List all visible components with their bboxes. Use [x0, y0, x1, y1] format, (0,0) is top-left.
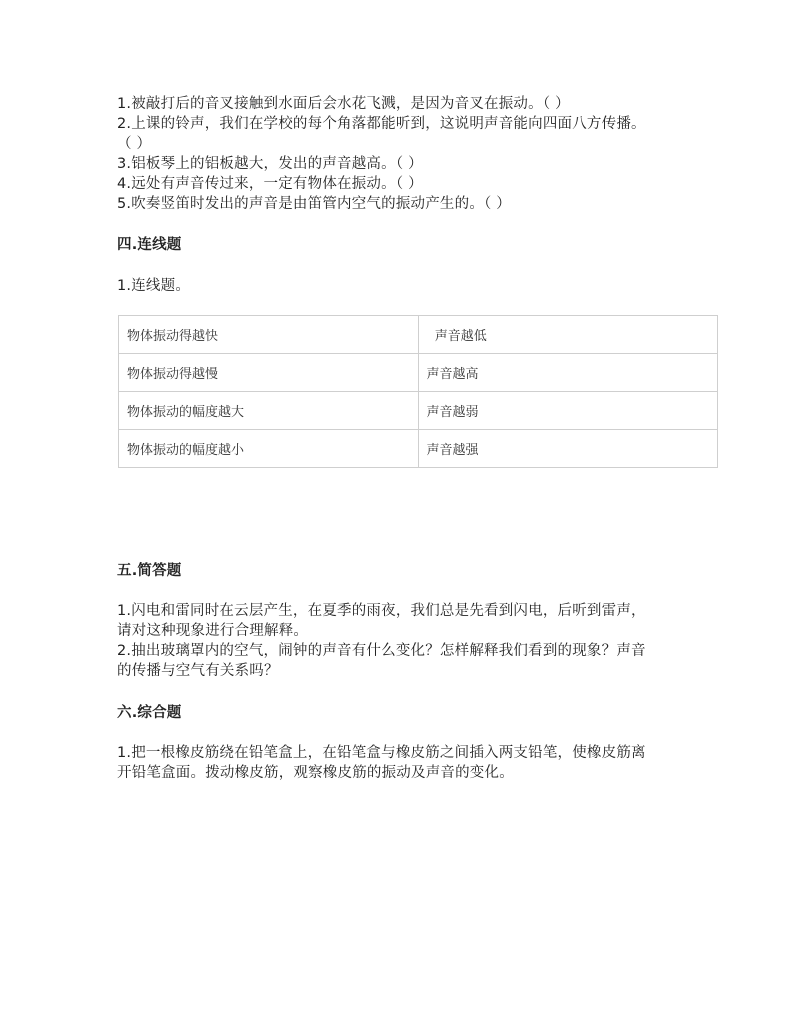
comprehensive-line-1: 1.把一根橡皮筋绕在铅笔盒上，在铅笔盒与橡皮筋之间插入两支铅笔，使橡皮筋离 [117, 745, 646, 761]
matching-prompt: 1.连线题。 [117, 278, 191, 294]
matching-table [118, 315, 718, 468]
table-cell-right: 声音越低 [418, 316, 718, 354]
section-heading-comprehensive: 六.综合题 [117, 705, 182, 721]
judgment-item-2: 2.上课的铃声，我们在学校的每个角落都能听到，这说明声音能向四面八方传播。 [117, 116, 646, 132]
judgment-item-1: 1.被敲打后的音叉接触到水面后会水花飞溅，是因为音叉在振动。（ ） [117, 96, 570, 112]
table-cell-left: 物体振动的幅度越小 [119, 430, 419, 468]
judgment-item-4: 4.远处有声音传过来，一定有物体在振动。（ ） [117, 176, 423, 192]
section-heading-matching: 四.连线题 [117, 237, 182, 253]
table-cell-left: 物体振动的幅度越大 [119, 392, 419, 430]
short-answer-line-4: 的传播与空气有关系吗？ [117, 663, 279, 679]
table-cell-right: 声音越弱 [418, 392, 718, 430]
table-row [119, 316, 718, 354]
table-cell-left: 物体振动得越慢 [119, 354, 419, 392]
table-cell-right: 声音越强 [418, 430, 718, 468]
table-cell-left: 物体振动得越快 [119, 316, 419, 354]
short-answer-line-2: 请对这种现象进行合理解释。 [117, 623, 309, 639]
table-row [119, 354, 718, 392]
table-row [119, 392, 718, 430]
judgment-item-2-blank: （ ） [117, 136, 152, 152]
table-cell-right: 声音越高 [418, 354, 718, 392]
table-row [119, 430, 718, 468]
judgment-item-3: 3.铝板琴上的铝板越大，发出的声音越高。（ ） [117, 156, 423, 172]
judgment-item-5: 5.吹奏竖笛时发出的声音是由笛管内空气的振动产生的。（ ） [117, 196, 511, 212]
section-heading-short-answer: 五.简答题 [117, 563, 182, 579]
short-answer-line-1: 1.闪电和雷同时在云层产生，在夏季的雨夜，我们总是先看到闪电，后听到雷声， [117, 603, 646, 619]
short-answer-line-3: 2.抽出玻璃罩内的空气，闹钟的声音有什么变化？怎样解释我们看到的现象？声音 [117, 643, 646, 659]
comprehensive-line-2: 开铅笔盒面。拨动橡皮筋，观察橡皮筋的振动及声音的变化。 [117, 765, 514, 781]
